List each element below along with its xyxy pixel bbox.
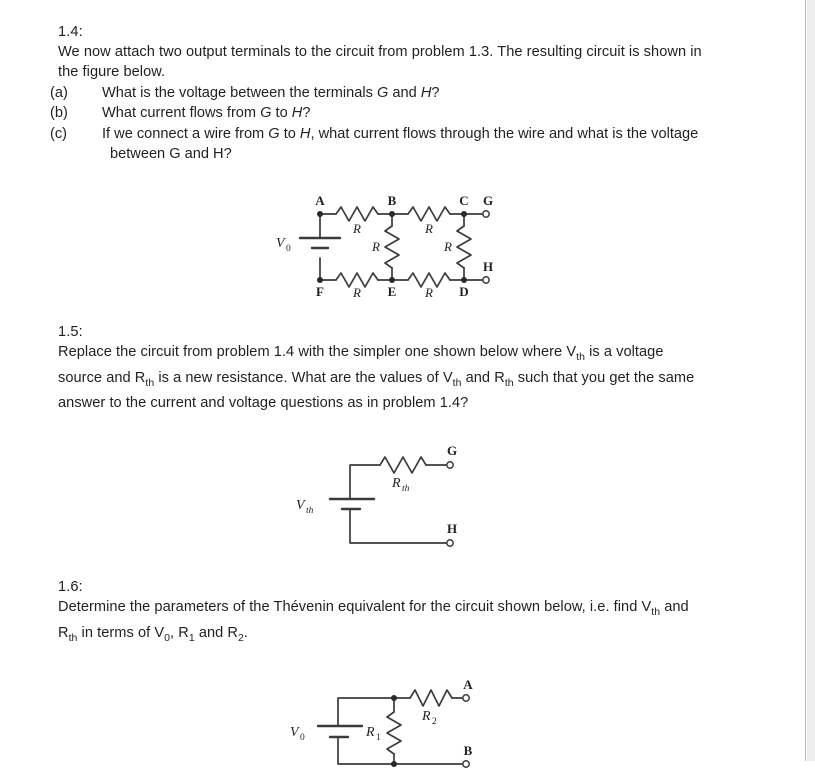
label-resistor-rth-main: R	[392, 476, 401, 492]
subquestion-c-text-post: , what current flows through the wire and what is the voltage between G and H?	[110, 125, 699, 163]
label-source-vth-sub: th	[306, 506, 314, 517]
page-gutter	[807, 0, 815, 761]
subquestion-a-text-mid: and	[388, 84, 421, 101]
label-source-v0-sub: 0	[286, 244, 291, 255]
node-a-dot	[317, 211, 323, 217]
node-b-dot	[389, 211, 395, 217]
thevenin-equivalent-circuit-svg	[288, 443, 478, 555]
problem-1-6	[58, 577, 708, 648]
problem-1-6-text-5: and R	[194, 624, 239, 641]
problem-1-6-sub-1: th	[651, 606, 661, 619]
label-resistor-rth-sub: th	[402, 484, 410, 495]
subquestion-b-text-mid: to	[271, 105, 292, 122]
document-content	[50, 22, 708, 780]
label-node-b: B	[387, 193, 397, 209]
label-resistor-bc: R	[425, 221, 433, 237]
label-resistor-ab: R	[353, 221, 361, 237]
subquestion-c-var2: H	[299, 125, 311, 142]
label-resistor-cd: R	[444, 239, 452, 255]
wire-source-bottom-to-terminal-h	[350, 509, 448, 543]
problem-1-5-sub-3: th	[452, 376, 462, 389]
problem-1-6-sub-2: th	[68, 631, 78, 644]
label-node-e: E	[387, 284, 397, 300]
node-c-dot	[461, 211, 467, 217]
problem-1-6-text-4: , R	[170, 624, 189, 641]
label-resistor-r1-sub: 1	[376, 733, 381, 744]
label-source-vth	[296, 498, 314, 516]
problem-1-6-sub-4: 1	[188, 631, 195, 644]
resistor-ab	[336, 207, 378, 221]
label-terminal-b: B	[463, 743, 473, 759]
label-node-c: C	[459, 193, 469, 209]
subquestion-c-var1: G	[268, 125, 280, 142]
subquestion-a-text-pre: What is the voltage between the terminals	[102, 84, 377, 101]
subquestion-b-text-post: ?	[302, 105, 311, 122]
label-resistor-r1	[365, 725, 381, 743]
label-resistor-r2	[421, 709, 437, 727]
problem-1-4-subquestions	[50, 83, 708, 165]
problem-1-5-text-5: such that you get the same answer to the current and voltage questions as in problem 1.4?	[58, 369, 695, 412]
problem-1-6-body	[58, 597, 708, 648]
subquestion-b-label: (b)	[50, 105, 68, 122]
node-f-dot	[317, 277, 323, 283]
problem-1-4-number: 1.4:	[58, 24, 83, 40]
label-terminal-h: H	[446, 521, 458, 537]
figure-problem-1-5	[58, 443, 708, 555]
node-e-dot	[389, 277, 395, 283]
resistor-bc	[408, 207, 450, 221]
label-source-v0	[276, 236, 291, 254]
figure-problem-1-6	[58, 680, 708, 780]
label-resistor-r1-main: R	[366, 725, 375, 741]
terminal-h-circle	[447, 540, 453, 546]
label-resistor-be: R	[372, 239, 380, 255]
subquestion-c	[50, 124, 708, 165]
problem-1-5-sub-2: th	[145, 376, 155, 389]
problem-1-6-text-6: .	[243, 624, 249, 641]
subquestion-b-var1: G	[260, 105, 272, 122]
resistor-r1	[387, 712, 401, 754]
terminal-a-circle	[463, 695, 469, 701]
terminal-g-circle	[483, 211, 489, 217]
subquestion-c-text-pre: If we connect a wire from	[102, 125, 269, 142]
subquestion-a-label: (a)	[50, 84, 68, 101]
bridge-ladder-circuit-svg	[268, 192, 498, 302]
problem-1-6-text-1: Determine the parameters of the Thévenin equivalent for the circuit shown below, i.e. find V	[58, 599, 652, 616]
label-node-f: F	[316, 284, 324, 300]
resistor-cd	[457, 226, 471, 268]
problem-1-6-text-2: and R	[58, 599, 689, 641]
subquestion-c-text-mid: to	[279, 125, 300, 142]
problem-1-5-number: 1.5:	[58, 324, 83, 341]
subquestion-b-text-pre: What current flows from	[102, 105, 261, 122]
label-node-a: A	[315, 193, 325, 209]
label-resistor-r2-sub: 2	[432, 717, 437, 728]
label-source-vth-main: V	[296, 498, 305, 514]
subquestion-a	[50, 83, 708, 103]
node-bottom-dot	[391, 761, 397, 767]
subquestion-c-label: (c)	[50, 125, 68, 142]
label-source-v0-sub: 0	[300, 733, 305, 744]
terminal-h-circle	[483, 277, 489, 283]
problem-1-5-text-4: and R	[461, 369, 505, 386]
label-resistor-rth	[391, 476, 410, 494]
resistor-r2	[410, 690, 452, 706]
problem-1-6-number: 1.6:	[58, 579, 83, 596]
label-resistor-fe: R	[353, 285, 361, 301]
label-resistor-ed: R	[425, 285, 433, 301]
label-source-v0	[290, 725, 305, 743]
problem-1-6-sub-3: 0	[164, 631, 171, 644]
problem-1-5-sub-4: th	[504, 376, 514, 389]
wire-source-top-to-resistor	[350, 465, 380, 499]
problem-1-5-text-3: is a new resistance. What are the values of V	[154, 369, 453, 386]
resistor-rth	[380, 457, 426, 473]
label-node-d: D	[459, 284, 469, 300]
label-resistor-r2-main: R	[422, 709, 431, 725]
node-top-dot	[391, 695, 397, 701]
subquestion-a-var1: G	[377, 84, 389, 101]
subquestion-a-var2: H	[420, 84, 432, 101]
problem-1-5-text-2: is a voltage source and R	[58, 344, 664, 386]
label-terminal-h: H	[482, 259, 494, 275]
label-source-v0-main: V	[276, 236, 285, 252]
node-d-dot	[461, 277, 467, 283]
subquestion-b-var2: H	[291, 105, 303, 122]
label-terminal-a: A	[463, 680, 473, 693]
problem-1-5-body	[58, 342, 708, 413]
problem-1-4-body: We now attach two output terminals to the circuit from problem 1.3. The resulting circuit is shown in the figure below.	[58, 44, 702, 81]
problem-1-5	[58, 322, 708, 413]
figure-problem-1-4	[58, 192, 708, 302]
terminal-b-circle	[463, 761, 469, 767]
wire-source-top-to-node	[338, 698, 394, 726]
wire-source-bottom-to-node	[338, 738, 394, 764]
problem-1-5-sub-1: th	[576, 351, 585, 364]
problem-1-5-text-1: Replace the circuit from problem 1.4 with the simpler one shown below where V	[58, 344, 577, 361]
subquestion-b	[50, 103, 708, 123]
voltage-divider-circuit-svg	[288, 680, 478, 780]
terminal-g-circle	[447, 462, 453, 468]
problem-1-4	[50, 22, 708, 164]
subquestion-a-text-post: ?	[431, 84, 440, 101]
problem-1-6-sub-5: 2	[238, 631, 244, 644]
label-terminal-g: G	[482, 193, 494, 209]
label-source-v0-main: V	[290, 725, 299, 741]
resistor-be	[385, 226, 399, 268]
label-terminal-g: G	[446, 443, 458, 459]
problem-1-6-text-3: in terms of V	[77, 624, 165, 641]
